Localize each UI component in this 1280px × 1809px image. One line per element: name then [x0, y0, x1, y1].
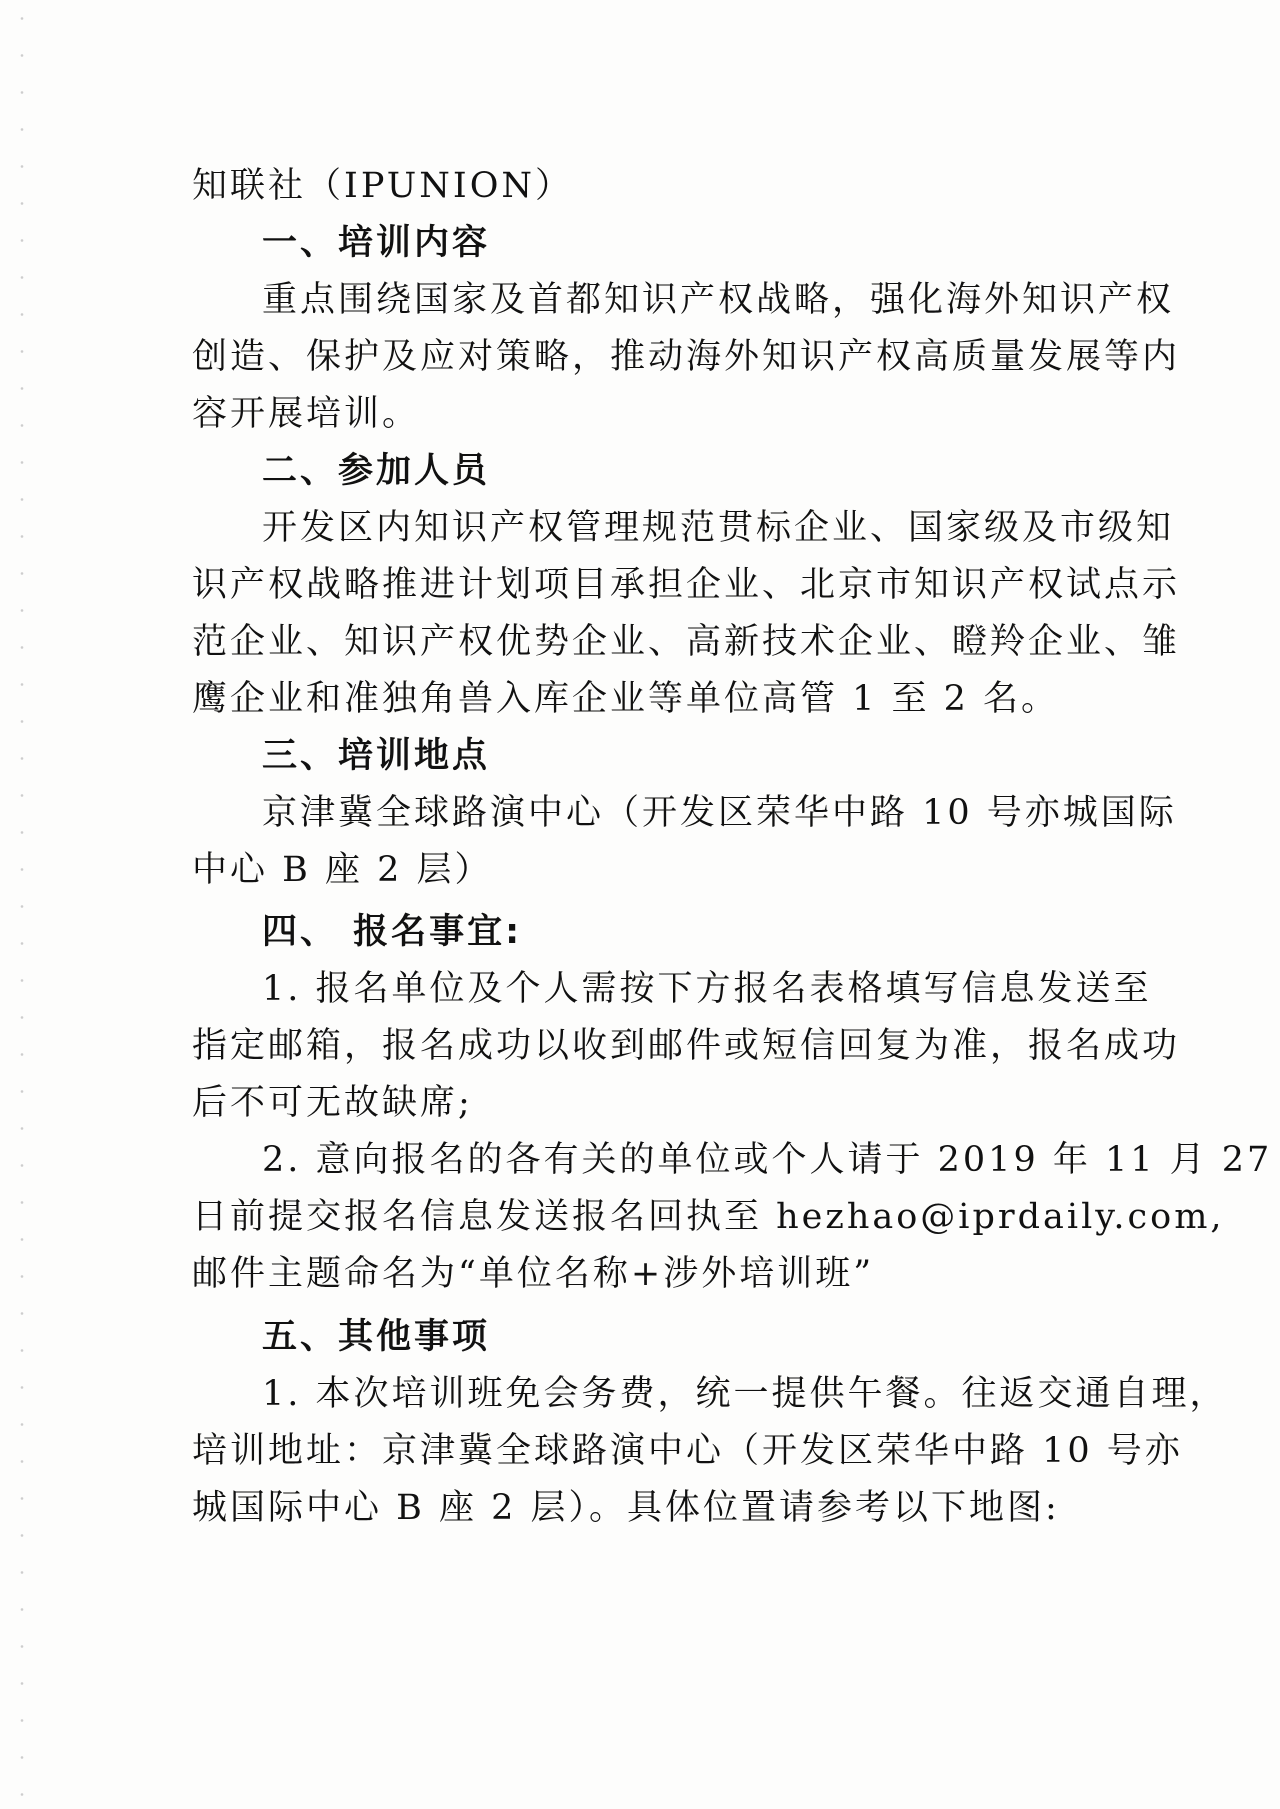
paragraph-line: 指定邮箱，报名成功以收到邮件或短信回复为准，报名成功 [192, 1026, 1181, 1066]
paragraph-line: 邮件主题命名为“单位名称+涉外培训班” [192, 1254, 875, 1294]
paragraph-line: 2. 意向报名的各有关的单位或个人请于 2019 年 11 月 27 [262, 1140, 1273, 1180]
paragraph-line: 中心 B 座 2 层） [192, 850, 493, 890]
paragraph-line: 识产权战略推进计划项目承担企业、北京市知识产权试点示 [192, 565, 1181, 605]
paragraph-line: 京津冀全球路演中心（开发区荣华中路 10 号亦城国际 [262, 793, 1177, 833]
document-body [192, 158, 1273, 1537]
section-heading-training-content: 一、培训内容 [262, 223, 491, 263]
paragraph-line: 容开展培训。 [192, 394, 421, 434]
paragraph-line: 1. 报名单位及个人需按下方报名表格填写信息发送至 [262, 969, 1152, 1009]
section-heading-training-location: 三、培训地点 [262, 736, 491, 776]
paragraph-line: 鹰企业和准独角兽入库企业等单位高管 1 至 2 名。 [192, 679, 1060, 719]
section-heading-other-matters: 五、其他事项 [262, 1317, 491, 1357]
paragraph-line: 范企业、知识产权优势企业、高新技术企业、瞪羚企业、雏 [192, 622, 1181, 662]
paragraph-line-with-email: 日前提交报名信息发送报名回执至 hezhao@iprdaily.com, [192, 1197, 1225, 1237]
paragraph-line: 1. 本次培训班免会务费，统一提供午餐。往返交通自理， [262, 1374, 1228, 1414]
paragraph-line: 后不可无故缺席; [192, 1083, 473, 1123]
paragraph-line: 开发区内知识产权管理规范贯标企业、国家级及市级知 [262, 508, 1175, 548]
paragraph-line: 城国际中心 B 座 2 层）。具体位置请参考以下地图: [192, 1488, 1060, 1528]
paragraph-line: 培训地址：京津冀全球路演中心（开发区荣华中路 10 号亦 [192, 1431, 1183, 1471]
section-heading-registration: 四、 报名事宜: [262, 912, 523, 952]
intro-line: 知联社（IPUNION） [192, 166, 574, 206]
paragraph-line: 重点围绕国家及首都知识产权战略，强化海外知识产权 [262, 280, 1175, 320]
paragraph-line: 创造、保护及应对策略，推动海外知识产权高质量发展等内 [192, 337, 1181, 377]
scan-binding-dots [20, 0, 24, 1809]
section-heading-participants: 二、参加人员 [262, 451, 491, 491]
